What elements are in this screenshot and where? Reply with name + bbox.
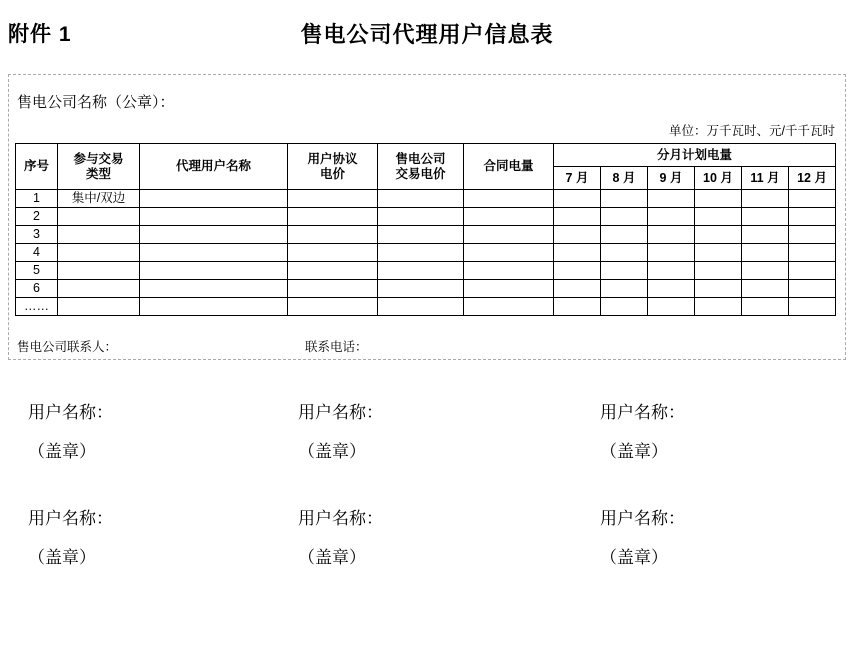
cell-contract-energy[interactable]	[464, 262, 554, 280]
col-header-month-7: 7 月	[554, 167, 601, 190]
cell-month-7[interactable]	[554, 244, 601, 262]
col-header-trade-type-line1: 参与交易	[73, 152, 124, 167]
document-header	[0, 10, 854, 54]
cell-index: 1	[16, 190, 58, 208]
signature-block	[28, 510, 113, 566]
cell-month-11[interactable]	[742, 262, 789, 280]
cell-month-12[interactable]	[789, 244, 836, 262]
cell-month-8[interactable]	[601, 262, 648, 280]
col-header-monthly-plan: 分月计划电量	[554, 144, 836, 167]
cell-trade-type[interactable]: 集中/双边	[58, 190, 140, 208]
col-header-trade-type	[58, 144, 140, 190]
cell-month-10[interactable]	[695, 262, 742, 280]
cell-user-agreement-price[interactable]	[288, 280, 378, 298]
signature-name-label: 用户名称：	[298, 509, 383, 528]
cell-seller-trade-price[interactable]	[378, 226, 464, 244]
cell-month-10[interactable]	[695, 298, 742, 316]
cell-month-7[interactable]	[554, 262, 601, 280]
cell-trade-type[interactable]	[58, 226, 140, 244]
cell-month-9[interactable]	[648, 226, 695, 244]
col-header-agent-user-name: 代理用户名称	[140, 144, 288, 190]
cell-month-8[interactable]	[601, 280, 648, 298]
table-row[interactable]	[16, 208, 836, 226]
signature-seal-label: （盖章）	[600, 548, 668, 567]
cell-user-agreement-price[interactable]	[288, 208, 378, 226]
cell-month-8[interactable]	[601, 190, 648, 208]
col-header-index: 序号	[16, 144, 58, 190]
col-header-user-agreement-price-line2: 电价	[319, 166, 345, 181]
cell-month-12[interactable]	[789, 208, 836, 226]
col-header-trade-type-line2: 类型	[85, 166, 111, 181]
cell-month-12[interactable]	[789, 262, 836, 280]
cell-user-agreement-price[interactable]	[288, 244, 378, 262]
cell-month-8[interactable]	[601, 226, 648, 244]
col-header-month-11: 11 月	[742, 167, 789, 190]
cell-index: 6	[16, 280, 58, 298]
cell-agent-user-name[interactable]	[140, 226, 288, 244]
cell-month-9[interactable]	[648, 280, 695, 298]
col-header-seller-trade-price-line2: 交易电价	[395, 166, 446, 181]
cell-contract-energy[interactable]	[464, 190, 554, 208]
cell-trade-type[interactable]	[58, 208, 140, 226]
cell-agent-user-name[interactable]	[140, 298, 288, 316]
col-header-month-8: 8 月	[601, 167, 648, 190]
cell-user-agreement-price[interactable]	[288, 190, 378, 208]
cell-contract-energy[interactable]	[464, 226, 554, 244]
cell-agent-user-name[interactable]	[140, 244, 288, 262]
signature-block	[298, 510, 383, 566]
cell-month-11[interactable]	[742, 208, 789, 226]
cell-agent-user-name[interactable]	[140, 208, 288, 226]
cell-month-7[interactable]	[554, 208, 601, 226]
cell-month-8[interactable]	[601, 298, 648, 316]
cell-month-12[interactable]	[789, 190, 836, 208]
cell-user-agreement-price[interactable]	[288, 298, 378, 316]
signature-seal-label: （盖章）	[28, 442, 96, 461]
table-row[interactable]	[16, 280, 836, 298]
company-name-label: 售电公司名称（公章）：	[17, 94, 175, 111]
signature-block	[298, 404, 383, 460]
signature-name-label: 用户名称：	[600, 403, 685, 422]
cell-month-12[interactable]	[789, 280, 836, 298]
agent-user-info-table	[15, 143, 836, 316]
cell-index: 3	[16, 226, 58, 244]
cell-month-9[interactable]	[648, 208, 695, 226]
cell-month-8[interactable]	[601, 244, 648, 262]
cell-contract-energy[interactable]	[464, 298, 554, 316]
col-header-user-agreement-price-line1: 用户协议	[307, 152, 358, 167]
cell-index: 5	[16, 262, 58, 280]
cell-trade-type[interactable]	[58, 262, 140, 280]
cell-month-12[interactable]	[789, 226, 836, 244]
table-row[interactable]	[16, 226, 836, 244]
cell-month-11[interactable]	[742, 226, 789, 244]
cell-seller-trade-price[interactable]	[378, 244, 464, 262]
cell-month-10[interactable]	[695, 208, 742, 226]
cell-month-11[interactable]	[742, 280, 789, 298]
cell-agent-user-name[interactable]	[140, 280, 288, 298]
cell-month-7[interactable]	[554, 298, 601, 316]
table-header-row-1	[16, 144, 836, 167]
cell-month-11[interactable]	[742, 298, 789, 316]
cell-user-agreement-price[interactable]	[288, 226, 378, 244]
cell-seller-trade-price[interactable]	[378, 208, 464, 226]
cell-month-11[interactable]	[742, 190, 789, 208]
cell-trade-type[interactable]	[58, 244, 140, 262]
col-header-contract-energy: 合同电量	[464, 144, 554, 190]
cell-agent-user-name[interactable]	[140, 190, 288, 208]
signature-name-label: 用户名称：	[600, 509, 685, 528]
signature-block	[28, 404, 113, 460]
table-row[interactable]	[16, 298, 836, 316]
signature-seal-label: （盖章）	[298, 548, 366, 567]
cell-month-7[interactable]	[554, 226, 601, 244]
cell-month-11[interactable]	[742, 244, 789, 262]
contact-phone-label: 联系电话：	[305, 340, 368, 354]
table-row[interactable]	[16, 190, 836, 208]
cell-seller-trade-price[interactable]	[378, 298, 464, 316]
col-header-month-10: 10 月	[695, 167, 742, 190]
cell-index: 2	[16, 208, 58, 226]
cell-trade-type[interactable]	[58, 298, 140, 316]
signature-seal-label: （盖章）	[600, 442, 668, 461]
table-row[interactable]	[16, 244, 836, 262]
signature-seal-label: （盖章）	[298, 442, 366, 461]
cell-month-9[interactable]	[648, 244, 695, 262]
cell-contract-energy[interactable]	[464, 280, 554, 298]
signature-seal-label: （盖章）	[28, 548, 96, 567]
cell-month-9[interactable]	[648, 190, 695, 208]
col-header-seller-trade-price-line1: 售电公司	[395, 152, 446, 167]
cell-month-7[interactable]	[554, 280, 601, 298]
cell-month-8[interactable]	[601, 208, 648, 226]
col-header-month-12: 12 月	[789, 167, 836, 190]
unit-note: 单位：万千瓦时、元/千千瓦时	[669, 124, 835, 138]
cell-month-10[interactable]	[695, 280, 742, 298]
cell-month-12[interactable]	[789, 298, 836, 316]
cell-month-10[interactable]	[695, 244, 742, 262]
cell-month-10[interactable]	[695, 226, 742, 244]
form-frame	[8, 74, 846, 360]
cell-month-9[interactable]	[648, 262, 695, 280]
cell-trade-type[interactable]	[58, 280, 140, 298]
cell-month-10[interactable]	[695, 190, 742, 208]
cell-contract-energy[interactable]	[464, 244, 554, 262]
contact-person-label: 售电公司联系人：	[17, 340, 118, 354]
cell-seller-trade-price[interactable]	[378, 280, 464, 298]
cell-agent-user-name[interactable]	[140, 262, 288, 280]
signature-name-label: 用户名称：	[28, 403, 113, 422]
signature-name-label: 用户名称：	[298, 403, 383, 422]
col-header-seller-trade-price	[378, 144, 464, 190]
cell-index: ……	[16, 298, 58, 316]
cell-user-agreement-price[interactable]	[288, 262, 378, 280]
cell-seller-trade-price[interactable]	[378, 262, 464, 280]
attachment-label: 附件 1	[8, 23, 72, 46]
cell-contract-energy[interactable]	[464, 208, 554, 226]
cell-seller-trade-price[interactable]	[378, 190, 464, 208]
cell-month-7[interactable]	[554, 190, 601, 208]
page-title: 售电公司代理用户信息表	[300, 22, 554, 47]
col-header-month-9: 9 月	[648, 167, 695, 190]
col-header-user-agreement-price	[288, 144, 378, 190]
signature-name-label: 用户名称：	[28, 509, 113, 528]
signature-block	[600, 404, 685, 460]
signature-block	[600, 510, 685, 566]
cell-index: 4	[16, 244, 58, 262]
table-row[interactable]	[16, 262, 836, 280]
cell-month-9[interactable]	[648, 298, 695, 316]
